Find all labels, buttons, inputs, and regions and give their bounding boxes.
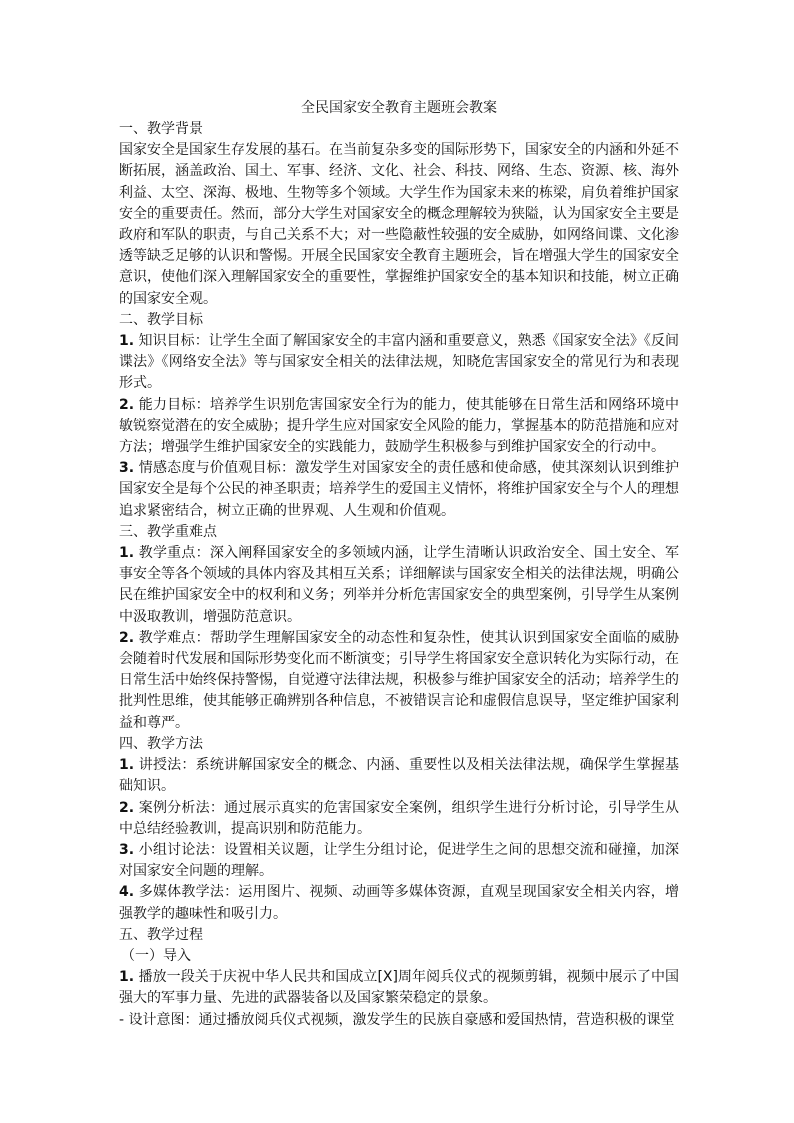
item-number: 2. (119, 629, 135, 646)
paragraph (119, 840, 679, 882)
paragraph-text: 教学重点：深入阐释国家安全的多领域内涵，让学生清晰认识政治安全、国土安全、军事安全等各个领域的具体内容及其相互关系；详细解读与国家安全相关的法律法规，明确公民在维护国家安全中的权利和义务；列举并分析危害国家安全的典型案例，引导学生从案例中汲取教训，增强防范意识。 (119, 545, 679, 625)
paragraph (119, 798, 679, 840)
item-number: 2. (119, 799, 135, 816)
item-number: 4. (119, 884, 135, 901)
paragraph-text: 教学难点：帮助学生理解国家安全的动态性和复杂性，使其认识到国家安全面临的威胁会随着时代发展和国际形势变化而不断演变；引导学生将国家安全意识转化为实际行动，在日常生活中始终保持警惕，自觉遵守法律法规，积极参与维护国家安全的活动；培养学生的批判性思维，使其能够正确辨别各种信息，不被错误言论和虚假信息误导，坚定维护国家利益和尊严。 (119, 629, 679, 731)
paragraph (119, 967, 679, 1009)
paragraph (119, 1010, 679, 1031)
paragraph (119, 331, 679, 395)
item-number: 1. (119, 757, 135, 774)
section-heading-process: 五、教学过程 (119, 926, 203, 943)
paragraph-text: 国家安全是国家生存发展的基石。在当前复杂多变的国际形势下，国家安全的内涵和外延不断拓展，涵盖政治、国土、军事、经济、文化、社会、科技、网络、生态、资源、核、海外利益、太空、深海、极地、生物等多个领域。大学生作为国家未来的栋梁，肩负着维护国家安全的重要责任。然而，部分大学生对国家安全的概念理解较为狭隘，认为国家安全主要是政府和军队的职责，与自己关系不大；对一些隐蔽性较强的安全威胁，如网络间谍、文化渗透等缺乏足够的认识和警惕。开展全民国家安全教育主题班会，旨在增强大学生的国家安全意识，使他们深入理解国家安全的重要性，掌握维护国家安全的基本知识和技能，树立正确的国家安全观。 (119, 142, 679, 307)
item-dash: - (119, 1011, 125, 1028)
subsection-heading-intro: （一）导入 (121, 947, 191, 964)
item-number: 1. (119, 333, 135, 350)
paragraph (119, 628, 679, 734)
section-heading-methods: 四、教学方法 (119, 735, 203, 752)
item-number: 3. (119, 841, 135, 858)
paragraph (119, 395, 679, 459)
paragraph (119, 755, 679, 797)
document-title: 全民国家安全教育主题班会教案 (301, 100, 497, 116)
paragraph-text: 小组讨论法：设置相关议题，让学生分组讨论，促进学生之间的思想交流和碰撞，加深对国家安全问题的理解。 (119, 841, 679, 880)
paragraph (119, 543, 679, 628)
section-heading-objectives: 二、教学目标 (119, 311, 203, 328)
item-number: 2. (119, 396, 135, 413)
paragraph-text: 多媒体教学法：运用图片、视频、动画等多媒体资源，直观呈现国家安全相关内容，增强教学的趣味性和吸引力。 (119, 884, 679, 922)
paragraph (119, 458, 679, 522)
item-number: 1. (119, 545, 135, 562)
paragraph-text: 知识目标：让学生全面了解国家安全的丰富内涵和重要意义，熟悉《国家安全法》《反间谍法》《网络安全法》等与国家安全相关的法律法规，知晓危害国家安全的常见行为和表现形式。 (119, 333, 679, 392)
document-page (119, 98, 679, 1031)
paragraph-text: 情感态度与价值观目标：激发学生对国家安全的责任感和使命感，使其深刻认识到维护国家安全是每个公民的神圣职责；培养学生的爱国主义情怀，将维护国家安全与个人的理想追求紧密结合，树立正确的世界观、人生观和价值观。 (119, 460, 679, 519)
section-heading-key-points: 三、教学重难点 (119, 523, 217, 540)
paragraph-text: 播放一段关于庆祝中华人民共和国成立[X]周年阅兵仪式的视频剪辑，视频中展示了中国强大的军事力量、先进的武器装备以及国家繁荣稳定的景象。 (119, 969, 679, 1007)
paragraph (119, 140, 679, 310)
paragraph-text: 能力目标：培养学生识别危害国家安全行为的能力，使其能够在日常生活和网络环境中敏锐察觉潜在的安全威胁；提升学生应对国家安全风险的能力，掌握基本的防范措施和应对方法；增强学生维护国家安全的实践能力，鼓励学生积极参与到维护国家安全的行动中。 (119, 396, 679, 456)
item-number: 1. (119, 969, 135, 986)
paragraph-text: 设计意图：通过播放阅兵仪式视频，激发学生的民族自豪感和爱国热情，营造积极的课堂 (124, 1011, 675, 1028)
section-heading-background: 一、教学背景 (119, 121, 203, 137)
paragraph (119, 882, 679, 924)
paragraph-text: 案例分析法：通过展示真实的危害国家安全案例，组织学生进行分析讨论，引导学生从中总结经验教训，提高识别和防范能力。 (119, 799, 679, 837)
paragraph-text: 讲授法：系统讲解国家安全的概念、内涵、重要性以及相关法律法规，确保学生掌握基础知识。 (119, 757, 679, 795)
item-number: 3. (119, 460, 135, 477)
